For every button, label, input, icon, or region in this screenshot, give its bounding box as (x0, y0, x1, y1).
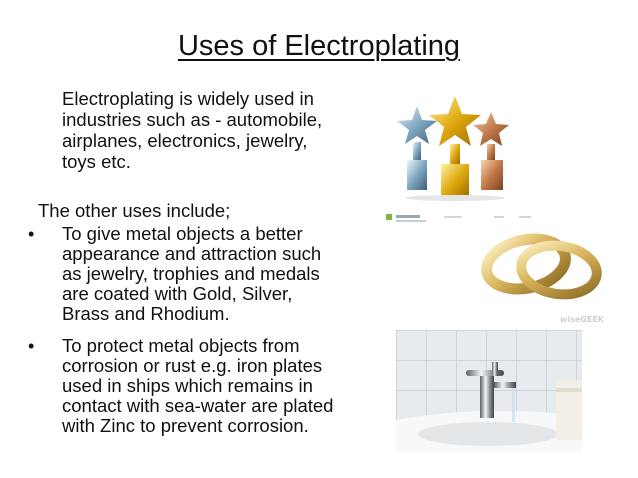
image-watermark: wiseGEEK (559, 315, 604, 324)
trophies-image (393, 94, 517, 204)
rings-illustration (384, 210, 610, 330)
bullet-item (28, 336, 388, 436)
bullet-line: used in ships which remains in (62, 375, 313, 396)
bullet-line: as jewelry, trophies and medals (62, 263, 320, 284)
intro-line: airplanes, electronics, jewelry, (62, 130, 308, 151)
chrome-faucet-image (396, 330, 582, 452)
trophies-illustration (393, 94, 517, 204)
bullet-line: corrosion or rust e.g. iron plates (62, 355, 323, 376)
bullet-item (28, 224, 388, 324)
bullet-line: are coated with Gold, Silver, (62, 283, 293, 304)
gold-rings-image (384, 210, 610, 330)
bullet-line: To protect metal objects from (62, 335, 300, 356)
intro-line: toys etc. (62, 151, 131, 172)
slide-title: Uses of Electroplating (177, 30, 461, 62)
bullet-marker: • (28, 224, 35, 244)
intro-line: industries such as - automobile, (62, 109, 323, 130)
bullet-line: with Zinc to prevent corrosion. (62, 415, 309, 436)
bullet-line: appearance and attraction such (62, 243, 322, 264)
faucet-illustration (396, 330, 582, 452)
bullet-list (28, 224, 388, 436)
bullet-line: Brass and Rhodium. (62, 303, 230, 324)
intro-paragraph (62, 88, 382, 172)
bullet-marker: • (28, 336, 35, 356)
intro-line: Electroplating is widely used in (62, 88, 314, 109)
lead-text: The other uses include; (38, 200, 231, 221)
bullet-line: contact with sea-water are plated (62, 395, 334, 416)
bullet-line: To give metal objects a better (62, 223, 303, 244)
